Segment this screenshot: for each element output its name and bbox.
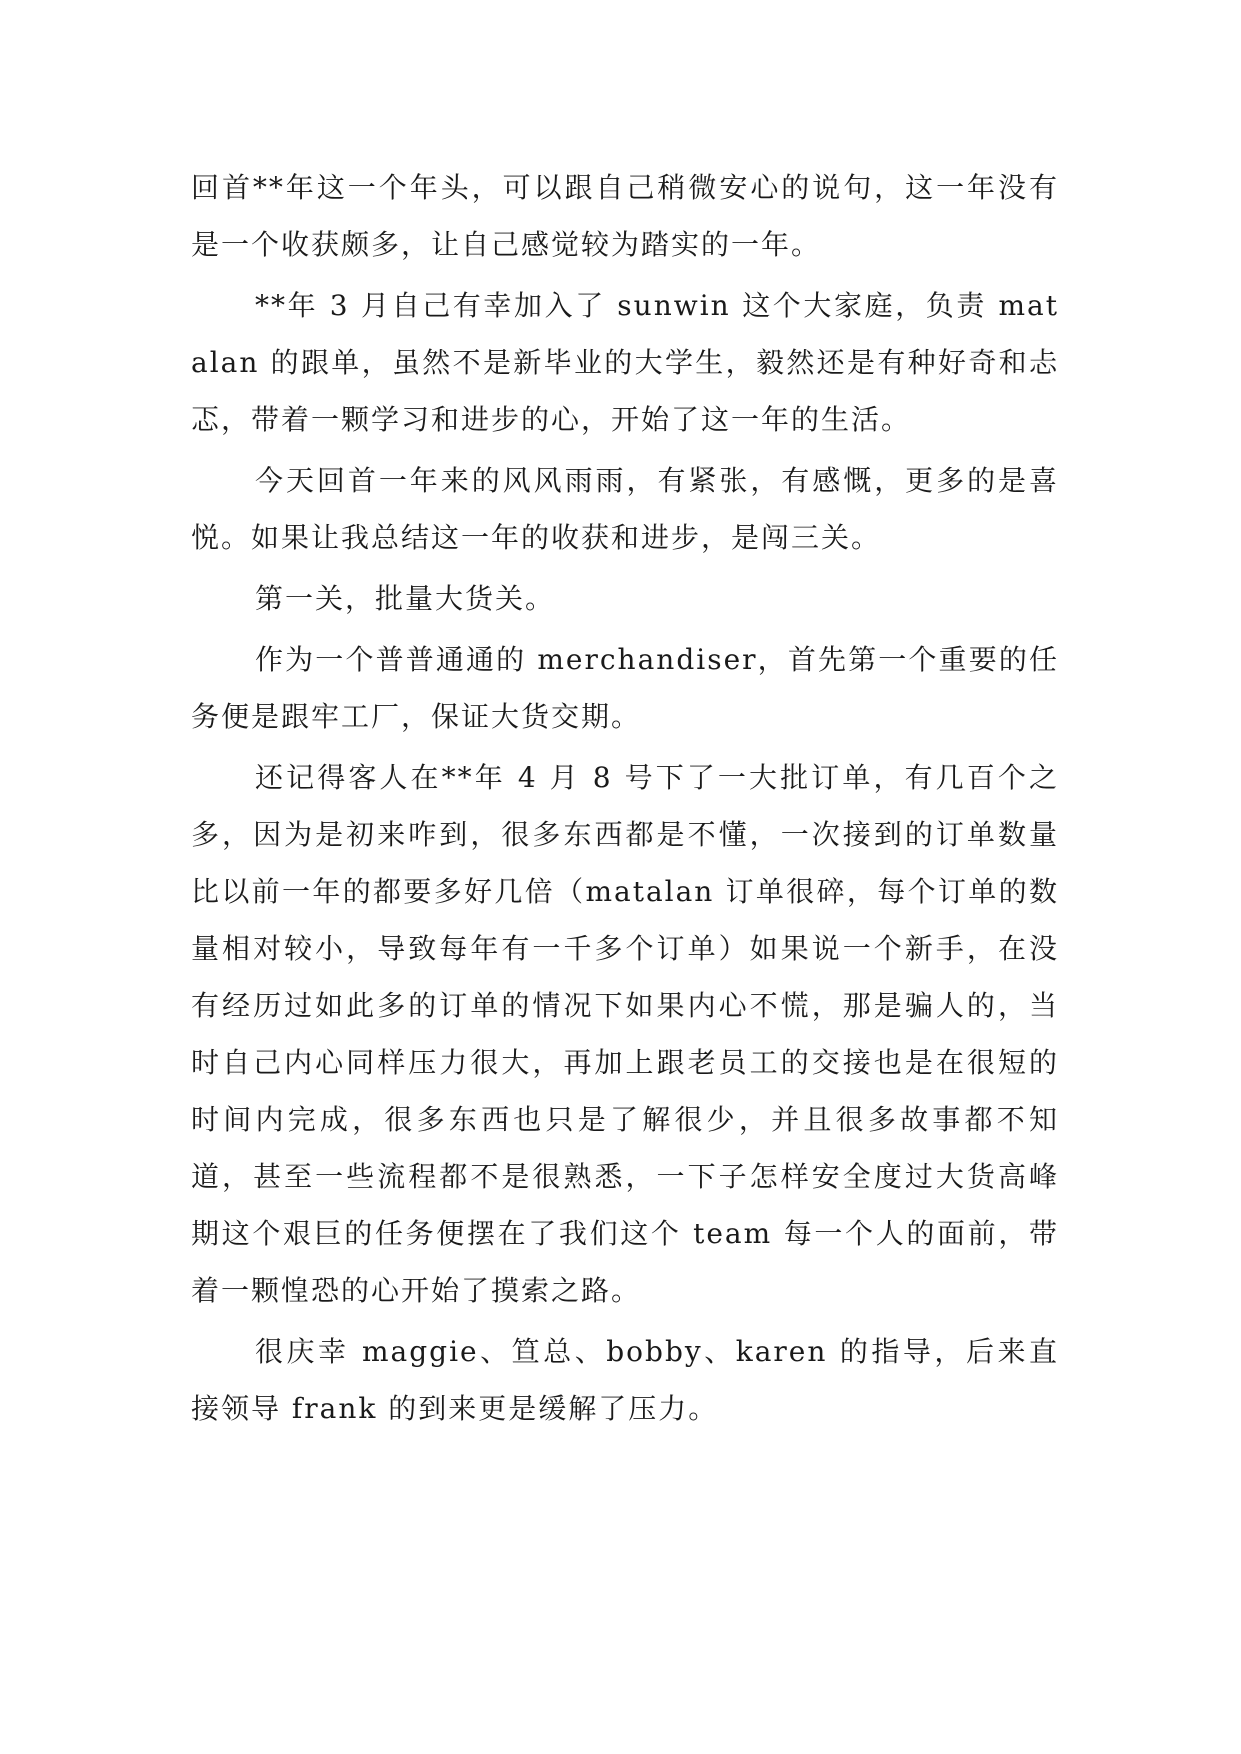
paragraph-heading-first-pass: 第一关，批量大货关。: [255, 582, 556, 615]
paragraph-merchandiser-task: 作为一个普普通通的 merchandiser，首先第一个重要的任务便是跟牢工厂，保证大货交期。: [191, 643, 1059, 733]
paragraph-thanks: 很庆幸 maggie、笪总、bobby、karen 的指导，后来直接领导 frank 的到来更是缓解了压力。: [191, 1335, 1059, 1425]
paragraph-review: 今天回首一年来的风风雨雨，有紧张，有感慨，更多的是喜悦。如果让我总结这一年的收获和进步，是闯三关。: [191, 464, 1059, 554]
document-body: [191, 159, 1059, 1441]
paragraph-intro: 回首**年这一个年头，可以跟自己稍微安心的说句，这一年没有是一个收获颇多，让自己感觉较为踏实的一年。: [191, 171, 1059, 261]
paragraph-order-story: 还记得客人在**年 4 月 8 号下了一大批订单，有几百个之多，因为是初来咋到，很多东西都是不懂，一次接到的订单数量比以前一年的都要多好几倍（matalan 订单很碎，每个订单的数量相对较小，导致每年有一千多个订单）如果说一个新手，在没有经历过如此多的订单的情况下如果内心不慌，那是骗人的，当时自己内心同样压力很大，再加上跟老员工的交接也是在很短的时间内完成，很多东西也只是了解很少，并且很多故事都不知道，甚至一些流程都不是很熟悉，一下子怎样安全度过大货高峰期这个艰巨的任务便摆在了我们这个 team 每一个人的面前，带着一颗惶恐的心开始了摸索之路。: [191, 761, 1059, 1307]
paragraph-joining: **年 3 月自己有幸加入了 sunwin 这个大家庭，负责 matalan 的跟单，虽然不是新毕业的大学生，毅然还是有种好奇和忐忑，带着一颗学习和进步的心，开始了这一年的生活。: [191, 289, 1059, 436]
